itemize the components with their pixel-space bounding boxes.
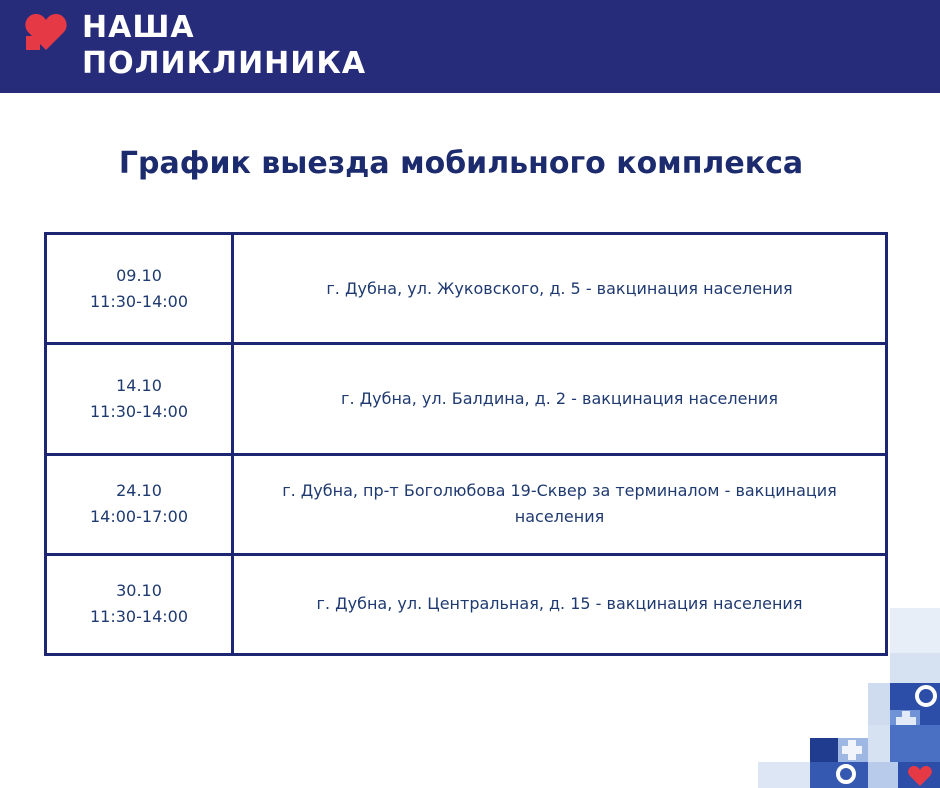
time-text: 11:30-14:00 — [90, 401, 188, 421]
date-cell — [46, 344, 233, 454]
page-title: График выезда мобильного комплекса — [118, 146, 804, 181]
date-cell — [46, 454, 233, 554]
date-text: 14.10 — [116, 375, 162, 395]
time-text: 14:00-17:00 — [90, 507, 188, 527]
schedule-table — [44, 232, 888, 656]
date-text: 30.10 — [116, 581, 162, 601]
description-cell: г. Дубна, ул. Центральная, д. 15 - вакцинация населения — [233, 554, 887, 654]
date-cell — [46, 234, 233, 344]
decorative-tile-pattern — [750, 600, 940, 788]
table-row — [46, 454, 887, 554]
time-text: 11:30-14:00 — [90, 607, 188, 627]
description-cell: г. Дубна, ул. Балдина, д. 2 - вакцинация населения — [233, 344, 887, 454]
date-text: 24.10 — [116, 481, 162, 501]
description-cell: г. Дубна, пр-т Боголюбова 19-Сквер за терминалом - вакцинация населения — [233, 454, 887, 554]
table-row — [46, 344, 887, 454]
heart-logo-icon — [24, 12, 68, 52]
header-banner — [0, 0, 940, 93]
logo-line-1: НАША — [82, 10, 195, 45]
logo-line-2: ПОЛИКЛИНИКА — [82, 46, 367, 81]
date-text: 09.10 — [116, 265, 162, 285]
description-cell: г. Дубна, ул. Жуковского, д. 5 - вакцинация населения — [233, 234, 887, 344]
table-row — [46, 234, 887, 344]
logo-text — [82, 10, 366, 82]
time-text: 11:30-14:00 — [90, 291, 188, 311]
date-cell — [46, 554, 233, 654]
